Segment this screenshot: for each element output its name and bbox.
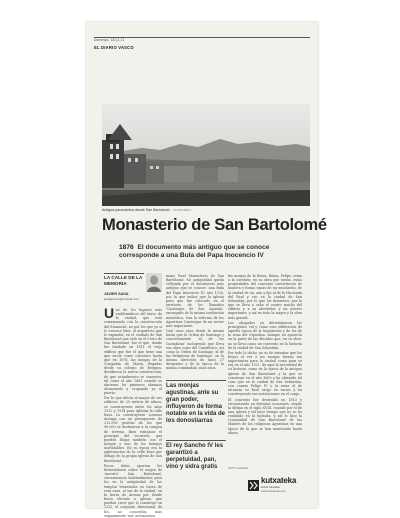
author-email[interactable]: jsadaperez@hotmail.com (104, 296, 139, 301)
byline (104, 292, 162, 306)
pull-quote: Las monjas agustinas, ante su gran poder, influyeron de forma notable en la vida de los donostiarras (166, 380, 226, 436)
dropcap: U (104, 305, 115, 321)
newspaper-page (86, 22, 327, 518)
paragraph: Por todo lo dicho, no es de extrañar que los Reyes al ver a las monjas fueran tan importantes para la ciudad como para su rey en el año 1521, de aquí la necesidad de su historia, como en la época de la antigua iglesia de San Bartolomé y la que se construye en el año 1600 y ha obtenido tal cosa que en la ciudad de San Sebastián, con cuanto Felipe IV y la reina al de alcanzar su Real cargo en varios y ha construyendo sus instituciones en el cargo. (228, 350, 302, 397)
caption-text: Antigua panorámica desde San Bartolomé. (102, 208, 171, 212)
paragraph: Por lo que afecta al mayor de sus edificios de 29 metros de altura, se construyeron entre los años 1912 y 1914 para iglesias la calle Easo. Lo construyeron Lorenzo Arriaga con un presupuesto de 212.000 pesetas de los que 90.000 se destinaron a la compra de terreno. Bien visitamos el principio del recuerdo, que pueden llegar también con el integro a uno de los tiempos inolvidables. En su época era la aglutinación de la calle Easo por debajo de la propia iglesia de San Bartolomé. (104, 396, 162, 463)
newspaper-name: EL DIARIO VASCO (94, 45, 134, 50)
pull-quote: El rey Sancho IV les garantizó a perpetuidad, pan, vino y sidra gratis (166, 440, 226, 490)
photo-credit-small: FOTO LAGUNA (228, 466, 248, 470)
header-rule (94, 37, 310, 38)
section-label: LA CALLE DE LA MEMORIA (104, 273, 144, 291)
paragraph (104, 305, 162, 396)
article-headline: Monasterio de San Bartolomé (102, 216, 327, 234)
logo-url[interactable]: www.kutxateka.com (261, 489, 286, 493)
photo-caption (102, 208, 310, 214)
article-column-1 (104, 305, 162, 518)
paragraph-text: no de los lugares más emblemáticos del inicio de la ciudad, que está comenzando con la construcción del Ensanche, no por los que yo sí lo conozco bien, al arquitecto que lo expandió, en el cuidado de San Bartolomé que está en el Cerro de San Bartolomé, fue el que, donde fue fundado en 1611 el viejo edificio que fue el que tiene una que sirvió como convento hasta que en 1876, las monjas de la Compañía de María, llegadas desde su colegio de Bergara, decidieron la nueva construcción, de que actualmente se conserva, tal como el año 1881 cuando se abrieron los primeros alumnos alcanzando y ocupando ya el puerto. (104, 308, 162, 396)
paragraph: las monjas de la Reina. Reina, Felipe, reina a la cuestión; en su obra por varias, estas propiedades del convento convirtieron de manera y forma vanas de un muchacho, de la ciudad de un, aún y fijo al de la Hacienda del Real y eso en la ciudad de San Sebastián, por lo que los donativos, por lo que se lleva a cabo el centro mucho del edificio y a su alrededor, y un interés importante, y así en todo la mayor y la obra más grande. (228, 274, 302, 320)
issue-date: Domingo, 18.12.11 (94, 38, 125, 42)
paragraph: Los abogados ya determinaron los principales, tal y como esta edificación de aquella época de la Inquisición y de los de la zona del Gipuzkoa, aunque no aparecía en la parte de las décadas que, en su obra, no se lleva como un convento en la historia de la ciudad de San Sebastián. (228, 320, 302, 350)
article-column-2 (166, 274, 224, 378)
subhead-text: El documento más antiguo que se conoce corresponde a una Bula del Papa Inocencio IV (119, 244, 270, 259)
photo-credit: KUTXATEKA (173, 208, 192, 212)
kutxateka-logo-icon (248, 476, 259, 487)
logo-name: kutxateka (261, 476, 297, 485)
paragraph: Casi unos años desde la misma hasta que la Orden de Santiago y concretamente 'al de las Cantabrias' incluyendo que lleva esa obra como del Cantábrico, así como la Orden de Santiago 'al de las Religiosas de Santiago', en la misma dirección de unos 27 dirigentes y de la época de la misma comunidad, unos años. (166, 329, 224, 371)
kutxateka-logo-block (228, 466, 304, 498)
newspaper-header (94, 26, 310, 50)
subhead-year: 1876 (119, 244, 134, 251)
article-subhead (119, 244, 285, 270)
article-column-3 (228, 274, 302, 462)
paragraph: mano Real Monasterio de San Bartolomé. Su antigüedad queda reflejada por el documento más antiguo que se conoce: una Bula del Papa Inocencio IV, año 1250, por la que indica que la iglesia para que fue colocado en el territorio de los llamados 'Canónigos de San Agustín', encargado de la misma institución monástica, tras la reforma de los Agustinos Canónigos de un sector más importante. (166, 274, 224, 328)
panorama-photo (102, 104, 310, 206)
paragraph: Pocos datos aportan los historiadores sobre el origen de 'nuestro' San Bartolomé, circunstancia habitualmente para los en la antigüedad de los templos levantados en tierra de esta zona, al sur de la ciudad, en la tierra de Arenas por donde fuera elevado a iglesia, que pueden creer que lo construyó en 1232 el conjunto devocional de los, no conocidos, mas seguramente 'sus' actuaciones. (104, 463, 162, 518)
logo-subtitle: kutxa fototeka (261, 485, 280, 489)
author-name: JAVIER SADA (104, 292, 129, 296)
paragraph: El convento fue destruido en 1813 y reconstruido en distintas ocasiones, siendo la última en el siglo XVIII, cuando por el de una iglesia y tal hace tiempo que no se ha realizado en la fachada, y así lo hizo la Comunidad de San Bartolomé de las Madres de las religiosas Agustinas en una época de la que se han mantenido hasta ahora. (228, 397, 302, 435)
author-avatar (146, 273, 162, 292)
